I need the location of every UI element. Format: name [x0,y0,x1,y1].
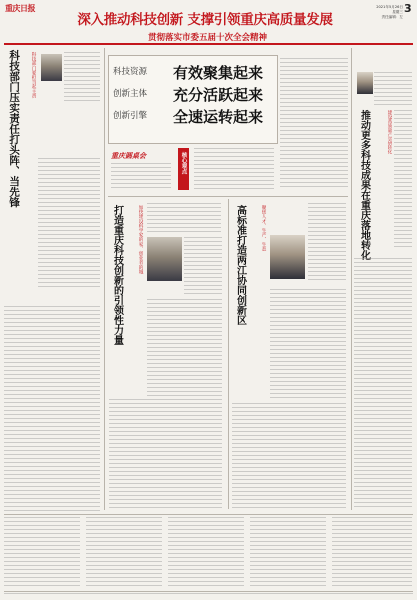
date-line: 星期三 [392,10,403,15]
feature-label: 创新引擎 [113,111,148,121]
masthead [0,0,417,43]
center-body-text-2 [147,299,222,399]
left-headline: 科技部门压实责任打头阵、当先锋 [8,50,21,208]
right-headline: 推动更多科技成果在重庆落地转化 [358,110,370,260]
feature-slogan: 充分活跃起来 [173,86,264,104]
feature-slogan: 全速运转起来 [173,108,264,126]
right-intro-text [374,72,412,108]
middle-article [230,199,350,509]
feature-pair-3 [113,106,273,126]
left-body-text-1 [38,158,100,288]
right-body-text-2 [354,258,412,510]
intro-text-block [280,58,348,190]
feature-pair-1 [113,62,273,82]
left-column-divider [104,48,105,510]
center-body-text-3 [109,399,222,509]
center-intro-text [147,203,221,233]
bottom-rule [4,514,413,515]
center-body-text-1 [184,237,222,297]
page-number: 3 [404,2,412,15]
middle-subhead: 聚焦人才、生产、生态 [261,205,266,251]
left-body-text-2 [4,306,100,516]
right-column [354,48,414,510]
bottom-text-col-2 [86,517,162,589]
footer-credits [4,593,413,597]
right-body-text-1 [394,110,412,250]
center-divider [228,199,229,509]
bottom-text-col-1 [4,517,80,589]
right-subhead: 建设高质量产学研转化 [387,110,392,154]
bottom-text-col-4 [250,517,326,589]
masthead-rule [4,43,413,45]
bottom-band [4,517,413,589]
right-column-divider [351,48,352,510]
banner-title: 深入推动科技创新 支撑引领重庆高质量发展 [77,12,333,28]
left-intro-text [64,52,100,102]
left-column [4,48,104,516]
sponsor-logo: 重庆圆桌会 [111,152,146,160]
core-viewpoint-label: 核心观点 [180,152,187,174]
section-rule [108,196,348,197]
banner-subtitle: 贯彻落实市委五届十次全会精神 [147,33,267,43]
bottom-text-col-3 [168,517,244,589]
center-headline: 打造重庆科技创新的引领性力量 [111,205,123,345]
middle-intro-text [308,203,346,283]
author-portrait [41,54,62,81]
feature-pair-2 [113,84,273,104]
right-author-portrait [357,72,373,94]
core-viewpoint-text [194,148,274,192]
center-portrait [147,237,182,281]
footer-rule [4,591,413,592]
middle-portrait [270,235,305,279]
core-viewpoint-tag [178,148,189,190]
feature-label: 科技资源 [113,67,148,77]
newspaper-logo: 重庆日报 [5,3,35,13]
date-line: 责任编辑：左 [381,15,403,20]
participant-list [111,163,171,191]
middle-body-text-2 [232,403,346,509]
center-subhead: 加快建设科学家的家、创业者的城 [138,205,143,274]
bottom-text-col-5 [332,517,412,589]
date-line: 2021年5月26日 [376,5,403,9]
feature-label: 创新主体 [113,89,148,99]
middle-headline: 高标准打造两江协同创新区 [234,205,246,325]
center-article [107,199,227,509]
feature-slogan: 有效聚集起来 [173,64,264,82]
left-subhead: 科技部门要担当起主责 [31,52,36,98]
middle-body-text-1 [270,289,346,399]
